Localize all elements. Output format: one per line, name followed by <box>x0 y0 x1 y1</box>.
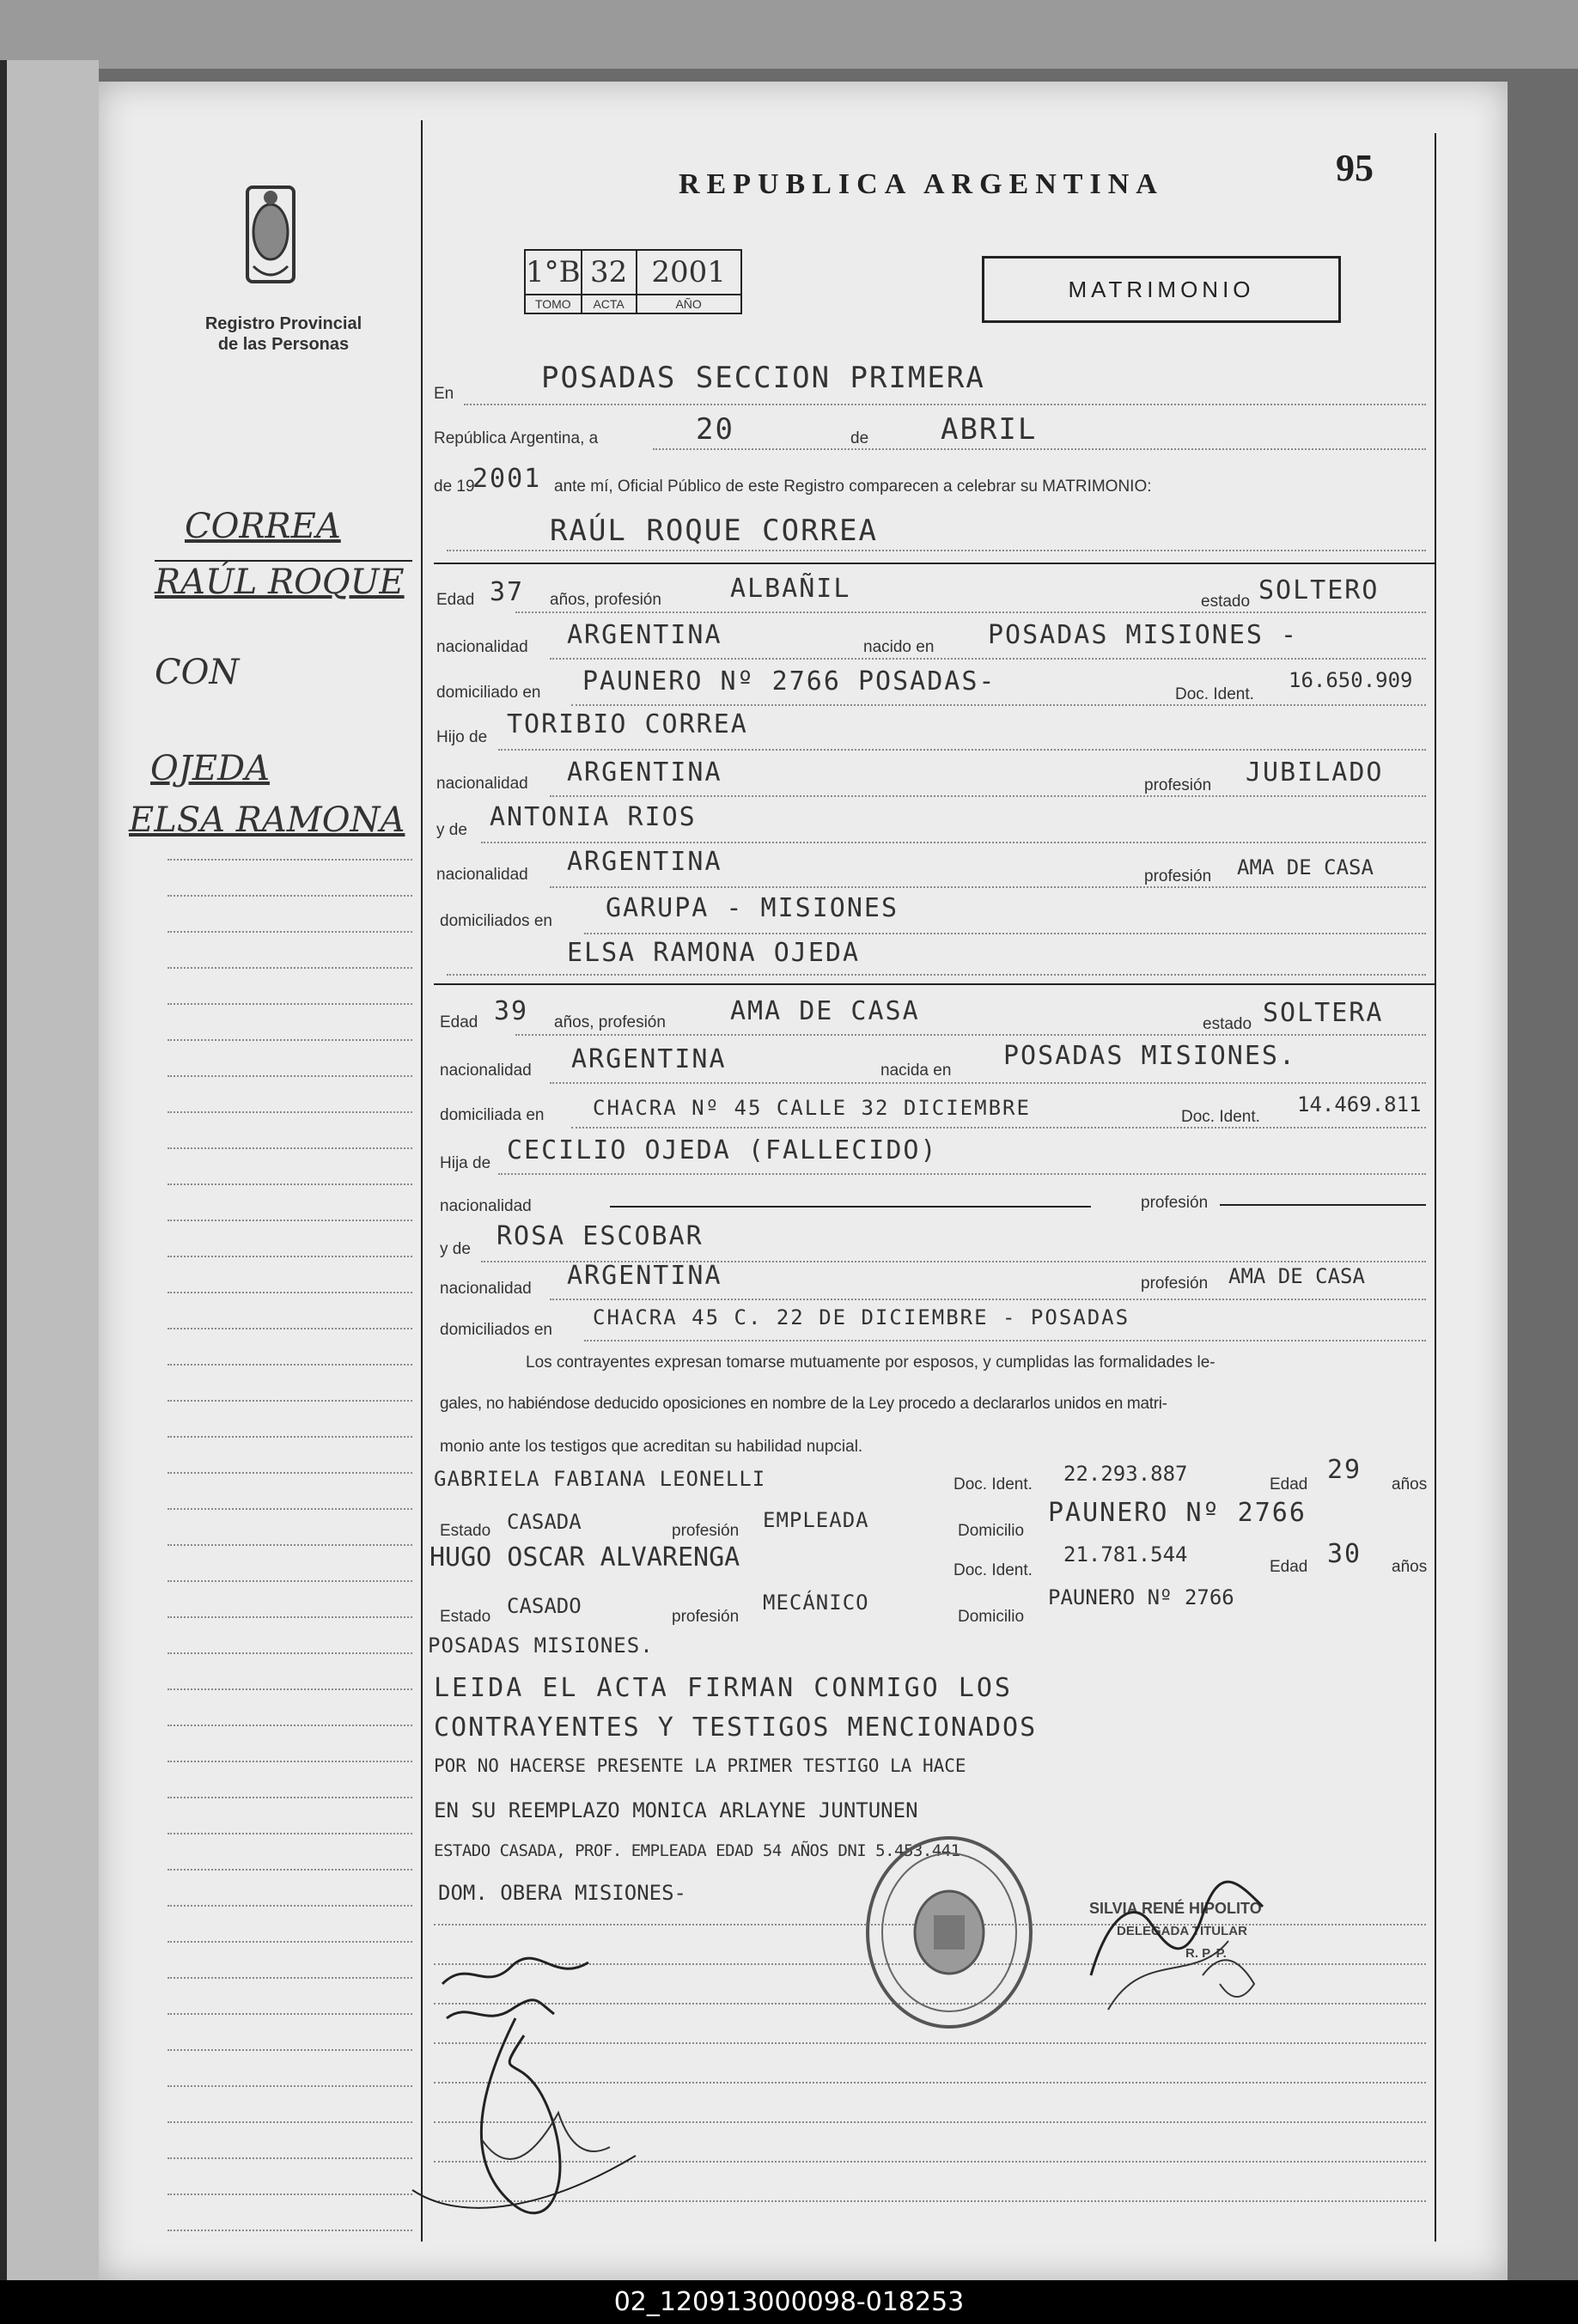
bride-father-prof-label: profesión <box>1141 1194 1209 1212</box>
groom-nacionalidad-value: ARGENTINA <box>567 620 722 650</box>
margin-surname-bride: OJEDA <box>150 749 270 788</box>
groom-domicilio-label: domiciliado en <box>436 684 541 702</box>
officer-name: SILVIA RENÉ HIPOLITO <box>1089 1900 1262 1917</box>
margin-surname-groom: CORREA <box>185 507 341 546</box>
witness2-domicilio-value: PAUNERO Nº 2766 <box>1048 1585 1234 1609</box>
witness2-domicilio-label: Domicilio <box>958 1608 1025 1626</box>
witness2-edad-value: 30 <box>1327 1539 1362 1569</box>
witness1-edad-value: 29 <box>1327 1455 1362 1485</box>
groom-parents-dom-value: GARUPA - MISIONES <box>606 893 899 923</box>
bride-mother-prof-value: AMA DE CASA <box>1228 1264 1365 1288</box>
margin-ruled-line <box>168 1652 412 1654</box>
margin-ruled-line <box>168 2230 412 2231</box>
groom-estado-label: estado <box>1201 593 1251 611</box>
groom-nacido-label: nacido en <box>863 638 935 656</box>
right-border-rule <box>1435 133 1436 2242</box>
bride-parents-dom-value: CHACRA 45 C. 22 DE DICIEMBRE - POSADAS <box>593 1305 1130 1329</box>
bride-mother-nac-label: nacionalidad <box>440 1280 532 1298</box>
bride-father-nac-label: nacionalidad <box>440 1197 532 1215</box>
groom-estado-value: SOLTERO <box>1258 575 1380 605</box>
groom-full-name: RAÚL ROQUE CORREA <box>550 514 878 548</box>
bride-row1-line <box>515 1034 1426 1036</box>
bride-father-nac-dash <box>610 1206 1091 1208</box>
witness1-estado-value: CASADA <box>507 1510 582 1534</box>
margin-ruled-line <box>168 1292 412 1293</box>
declaration-line3: monio ante los testigos que acreditan su habilidad nupcial. <box>440 1438 863 1456</box>
acta-label: ACTA <box>582 295 637 313</box>
margin-ruled-line <box>168 1616 412 1618</box>
margin-ruled-line <box>168 2121 412 2123</box>
witness2-doc-value: 21.781.544 <box>1063 1542 1188 1567</box>
bride-nacionalidad-value: ARGENTINA <box>571 1044 727 1074</box>
margin-ruled-line <box>168 1688 412 1690</box>
day-value: 20 <box>696 412 734 447</box>
witness1-domicilio-label: Domicilio <box>958 1522 1025 1540</box>
groom-profesion-label: años, profesión <box>550 591 661 609</box>
act-type-box: MATRIMONIO <box>982 256 1341 323</box>
registry-label <box>172 313 395 355</box>
witness1-doc-value: 22.293.887 <box>1063 1462 1188 1486</box>
groom-parents-dom-label: domiciliados en <box>440 912 552 930</box>
margin-ruled-line <box>168 895 412 897</box>
margin-ruled-line <box>168 1869 412 1871</box>
groom-row3-line <box>571 704 1426 706</box>
margin-ruled-line <box>168 1364 412 1366</box>
note-line5: EN SU REEMPLAZO MONICA ARLAYNE JUNTUNEN <box>434 1798 918 1822</box>
margin-ruled-line <box>168 1472 412 1474</box>
bride-name-line <box>447 974 1426 976</box>
registry-label-line2: de las Personas <box>217 335 350 354</box>
groom-mother-nac-label: nacionalidad <box>436 866 528 884</box>
en-value: POSADAS SECCION PRIMERA <box>541 361 985 395</box>
margin-ruled-line <box>168 931 412 933</box>
bride-father-name: CECILIO OJEDA (FALLECIDO) <box>507 1135 938 1165</box>
margin-ruled-line <box>168 1075 412 1077</box>
groom-mother-name: ANTONIA RIOS <box>490 802 697 832</box>
note-line2: LEIDA EL ACTA FIRMAN CONMIGO LOS <box>434 1673 1013 1703</box>
witness2-doc-label: Doc. Ident. <box>954 1561 1033 1579</box>
margin-ruled-line <box>168 1508 412 1510</box>
margin-ruled-line <box>168 1544 412 1546</box>
bride-edad-label: Edad <box>440 1013 478 1031</box>
officer-office: R. P. P. <box>1185 1946 1227 1961</box>
note-line7: DOM. OBERA MISIONES- <box>438 1881 686 1905</box>
month-value: ABRIL <box>941 412 1038 447</box>
margin-ruled-line <box>168 1039 412 1041</box>
bride-section-rule <box>434 983 1435 985</box>
groom-nacido-value: POSADAS MISIONES - <box>988 620 1299 650</box>
officer-signature-icon <box>1074 1846 1280 2018</box>
margin-ruled-line <box>168 2193 412 2195</box>
witness1-domicilio-value: PAUNERO Nº 2766 <box>1048 1498 1307 1528</box>
margin-ruled-line <box>168 1436 412 1438</box>
ano-value: 2001 <box>637 250 741 295</box>
groom-row6-line <box>481 842 1426 843</box>
groom-row7-line <box>550 886 1426 888</box>
bride-nacionalidad-label: nacionalidad <box>440 1062 532 1080</box>
en-line <box>464 404 1426 405</box>
margin-ruled-line <box>168 1400 412 1402</box>
witness1-profesion-value: EMPLEADA <box>763 1508 869 1532</box>
margin-name-rule <box>155 560 412 562</box>
margin-ruled-line <box>168 2157 412 2159</box>
margin-ruled-line <box>168 1580 412 1582</box>
groom-father-nac-value: ARGENTINA <box>567 757 722 788</box>
witness1-anos-label: años <box>1392 1475 1428 1494</box>
bride-full-name: ELSA RAMONA OJEDA <box>567 938 861 968</box>
groom-edad-label: Edad <box>436 591 475 609</box>
note-line6: ESTADO CASADA, PROF. EMPLEADA EDAD 54 AÑOS DNI 5.453.441 <box>434 1841 960 1860</box>
witness2-edad-label: Edad <box>1270 1558 1308 1576</box>
groom-father-name: TORIBIO CORREA <box>507 709 748 739</box>
margin-ruled-line <box>168 1183 412 1185</box>
groom-row2-line <box>550 658 1426 660</box>
margin-ruled-line <box>168 2049 412 2051</box>
margin-ruled-line <box>168 1147 412 1149</box>
bride-profesion-value: AMA DE CASA <box>730 996 920 1026</box>
bride-domicilio-value: CHACRA Nº 45 CALLE 32 DICIEMBRE <box>593 1096 1031 1120</box>
witness2-anos-label: años <box>1392 1558 1428 1576</box>
registry-page <box>99 82 1508 2280</box>
groom-section-rule <box>434 563 1435 564</box>
bride-mother-name: ROSA ESCOBAR <box>497 1221 704 1251</box>
witness2-profesion-value: MECÁNICO <box>763 1591 869 1615</box>
scanner-top-strip <box>0 0 1578 69</box>
bride-profesion-label: años, profesión <box>554 1013 666 1031</box>
bride-edad-value: 39 <box>494 996 529 1026</box>
scan-id-footer: 02_120913000098-018253 <box>0 2280 1578 2324</box>
margin-ruled-line <box>168 2085 412 2087</box>
bride-nacida-value: POSADAS MISIONES. <box>1003 1041 1297 1071</box>
officer-title: DELEGADA TITULAR <box>1117 1924 1247 1938</box>
witness2-estado-value: CASADO <box>507 1594 582 1618</box>
groom-row8-line <box>584 933 1426 934</box>
bride-row8-line <box>584 1340 1426 1341</box>
margin-ruled-line <box>168 1941 412 1943</box>
margin-ruled-line <box>168 1328 412 1329</box>
groom-father-prof-value: JUBILADO <box>1246 757 1384 788</box>
note-line4: POR NO HACERSE PRESENTE LA PRIMER TESTIGO LA HACE <box>434 1755 966 1776</box>
witness1-doc-label: Doc. Ident. <box>954 1475 1033 1494</box>
comparecen-text: ante mí, Oficial Público de este Registro comparecen a celebrar su MATRIMONIO: <box>554 478 1152 496</box>
declaration-line1: Los contrayentes expresan tomarse mutuamente por esposos, y cumplidas las formalidades le- <box>526 1354 1215 1372</box>
bride-mother-prof-label: profesión <box>1141 1275 1209 1293</box>
tomo-value: 1°B <box>525 250 582 295</box>
acta-value: 32 <box>582 250 637 295</box>
margin-ruled-line <box>168 2013 412 2015</box>
republica-label: República Argentina, a <box>434 429 599 447</box>
bride-mother-label: y de <box>440 1240 471 1258</box>
bride-row2-line <box>550 1082 1426 1084</box>
bride-row3-line <box>571 1127 1426 1129</box>
bride-doc-value: 14.469.811 <box>1297 1092 1422 1116</box>
date-line <box>653 448 1426 450</box>
groom-father-label: Hijo de <box>436 728 488 746</box>
en-label: En <box>434 385 454 403</box>
margin-ruled-line <box>168 1111 412 1113</box>
margin-given-groom: RAÚL ROQUE <box>155 563 405 602</box>
groom-edad-value: 37 <box>490 577 525 607</box>
groom-profesion-value: ALBAÑIL <box>730 574 851 604</box>
act-reference-table <box>524 249 742 314</box>
spouse-signature-icon <box>378 1984 687 2242</box>
witness1-profesion-label: profesión <box>672 1522 740 1540</box>
note-line3: CONTRAYENTES Y TESTIGOS MENCIONADOS <box>434 1713 1038 1743</box>
witness1-estado-label: Estado <box>440 1522 491 1540</box>
witness2-profesion-label: profesión <box>672 1608 740 1626</box>
groom-name-line <box>447 550 1426 551</box>
groom-row1-line <box>515 611 1426 613</box>
note-line1: POSADAS MISIONES. <box>428 1633 654 1658</box>
groom-doc-label: Doc. Ident. <box>1175 685 1254 703</box>
margin-ruled-line <box>168 967 412 969</box>
groom-mother-nac-value: ARGENTINA <box>567 847 722 877</box>
de-month-label: de <box>850 429 869 447</box>
witness2-estado-label: Estado <box>440 1608 491 1626</box>
margin-ruled-line <box>168 1003 412 1005</box>
declaration-line2: gales, no habiéndose deducido oposiciones en nombre de la Ley procedo a declararlos unidos en matri- <box>440 1395 1167 1413</box>
groom-mother-label: y de <box>436 821 467 839</box>
groom-row4-line <box>498 749 1426 751</box>
groom-nacionalidad-label: nacionalidad <box>436 638 528 656</box>
coat-of-arms-icon <box>241 180 301 292</box>
bride-domicilio-label: domiciliada en <box>440 1106 545 1124</box>
bride-estado-value: SOLTERA <box>1263 998 1384 1028</box>
bride-father-label: Hija de <box>440 1154 491 1172</box>
margin-ruled-line <box>168 1220 412 1221</box>
margin-ruled-line <box>168 1833 412 1834</box>
margin-given-bride: ELSA RAMONA <box>129 800 405 840</box>
margin-ruled-line <box>168 1256 412 1257</box>
bride-nacida-label: nacida en <box>880 1062 952 1080</box>
facing-page <box>0 60 99 2280</box>
country-title: REPUBLICA ARGENTINA <box>679 168 1164 200</box>
bride-row4-line <box>498 1173 1426 1175</box>
margin-ruled-line <box>168 1905 412 1907</box>
witness1-name: GABRIELA FABIANA LEONELLI <box>434 1467 766 1491</box>
margin-con: CON <box>155 653 240 692</box>
margin-column-rule <box>421 120 423 2242</box>
margin-ruled-line <box>168 1725 412 1726</box>
bride-row7-line <box>550 1299 1426 1300</box>
groom-doc-value: 16.650.909 <box>1289 668 1413 692</box>
year-value: 2001 <box>472 464 542 494</box>
registry-label-line1: Registro Provincial <box>204 314 363 333</box>
bride-father-prof-dash <box>1220 1204 1426 1206</box>
page-number: 95 <box>1336 147 1374 189</box>
witness1-edad-label: Edad <box>1270 1475 1308 1494</box>
groom-mother-prof-value: AMA DE CASA <box>1237 855 1374 879</box>
groom-row5-line <box>550 795 1426 797</box>
book-spine-edge <box>0 60 7 2280</box>
official-seal-icon <box>863 1834 1035 2031</box>
ano-label: AÑO <box>637 295 741 313</box>
margin-ruled-line <box>168 1797 412 1798</box>
bride-parents-dom-label: domiciliados en <box>440 1321 552 1339</box>
margin-ruled-line <box>168 1977 412 1979</box>
bride-estado-label: estado <box>1203 1015 1252 1033</box>
bride-doc-label: Doc. Ident. <box>1181 1108 1260 1126</box>
bride-mother-nac-value: ARGENTINA <box>567 1261 722 1291</box>
margin-ruled-line <box>168 1761 412 1762</box>
groom-domicilio-value: PAUNERO Nº 2766 POSADAS- <box>582 666 996 697</box>
year-prefix: de 19 <box>434 478 475 496</box>
groom-mother-prof-label: profesión <box>1144 867 1212 885</box>
margin-ruled-line <box>168 859 412 861</box>
witness2-name: HUGO OSCAR ALVARENGA <box>430 1542 740 1573</box>
groom-father-prof-label: profesión <box>1144 776 1212 794</box>
groom-father-nac-label: nacionalidad <box>436 775 528 793</box>
tomo-label: TOMO <box>525 295 582 313</box>
